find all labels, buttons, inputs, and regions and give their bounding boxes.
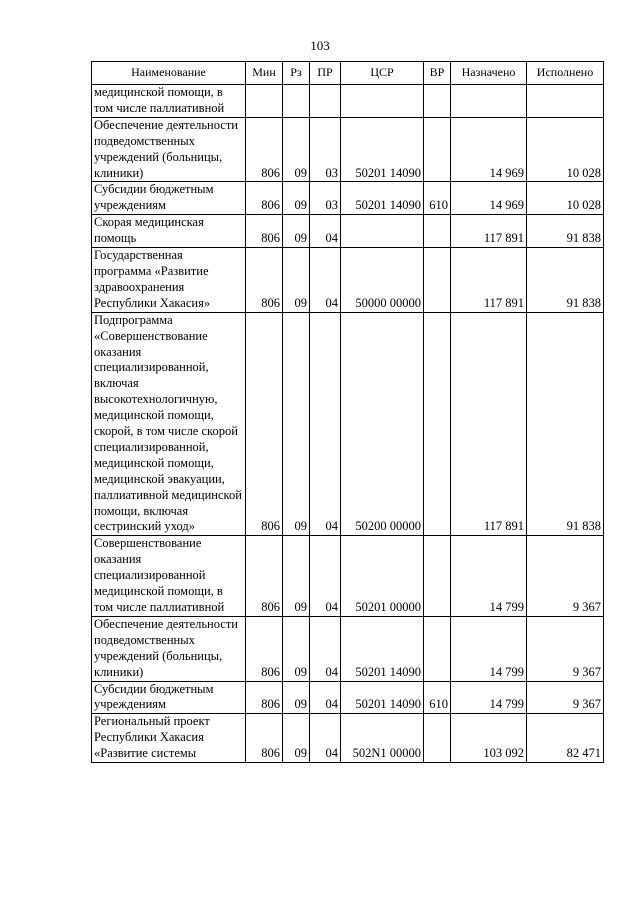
table-row <box>92 616 604 681</box>
row-name: медицинской помощи, в том числе паллиативной <box>92 85 246 118</box>
row-min: 806 <box>246 714 283 763</box>
row-min: 806 <box>246 312 283 536</box>
row-rz: 09 <box>283 536 310 617</box>
row-rz: 09 <box>283 312 310 536</box>
row-rz: 09 <box>283 681 310 714</box>
table-row <box>92 312 604 536</box>
table-header-row <box>92 62 604 85</box>
row-rz: 09 <box>283 215 310 248</box>
row-min: 806 <box>246 117 283 182</box>
row-assigned: 14 969 <box>451 182 527 215</box>
row-name: Обеспечение деятельности подведомственных учреждений (больницы, клиники) <box>92 616 246 681</box>
row-executed: 82 471 <box>527 714 604 763</box>
row-assigned: 117 891 <box>451 215 527 248</box>
row-assigned: 14 799 <box>451 536 527 617</box>
row-name: Региональный проект Республики Хакасия «Развитие системы <box>92 714 246 763</box>
row-name: Субсидии бюджетным учреждениям <box>92 681 246 714</box>
header-name: Наименование <box>92 62 246 85</box>
header-csr: ЦСР <box>341 62 424 85</box>
table-row <box>92 248 604 313</box>
row-pr: 03 <box>310 182 341 215</box>
row-executed: 10 028 <box>527 117 604 182</box>
row-min: 806 <box>246 248 283 313</box>
row-vr: 610 <box>424 182 451 215</box>
row-assigned: 14 799 <box>451 616 527 681</box>
row-rz: 09 <box>283 248 310 313</box>
row-min <box>246 85 283 118</box>
row-vr <box>424 536 451 617</box>
header-assigned: Назначено <box>451 62 527 85</box>
table-row <box>92 536 604 617</box>
row-executed: 91 838 <box>527 312 604 536</box>
row-csr: 502N1 00000 <box>341 714 424 763</box>
row-vr <box>424 616 451 681</box>
table-row <box>92 117 604 182</box>
row-min: 806 <box>246 681 283 714</box>
row-rz <box>283 85 310 118</box>
row-pr: 04 <box>310 681 341 714</box>
row-assigned: 14 799 <box>451 681 527 714</box>
table-row <box>92 182 604 215</box>
table-row <box>92 714 604 763</box>
row-executed: 10 028 <box>527 182 604 215</box>
row-assigned: 103 092 <box>451 714 527 763</box>
row-vr: 610 <box>424 681 451 714</box>
row-executed: 91 838 <box>527 215 604 248</box>
row-csr: 50201 14090 <box>341 182 424 215</box>
row-executed: 91 838 <box>527 248 604 313</box>
row-executed: 9 367 <box>527 616 604 681</box>
row-rz: 09 <box>283 117 310 182</box>
row-min: 806 <box>246 536 283 617</box>
header-vr: ВР <box>424 62 451 85</box>
row-name: Совершенствование оказания специализированной медицинской помощи, в том числе паллиативной <box>92 536 246 617</box>
row-pr: 03 <box>310 117 341 182</box>
row-csr: 50000 00000 <box>341 248 424 313</box>
row-rz: 09 <box>283 182 310 215</box>
row-executed: 9 367 <box>527 536 604 617</box>
row-min: 806 <box>246 215 283 248</box>
header-pr: ПР <box>310 62 341 85</box>
row-assigned: 14 969 <box>451 117 527 182</box>
row-executed <box>527 85 604 118</box>
table-row <box>92 681 604 714</box>
row-csr: 50200 00000 <box>341 312 424 536</box>
row-csr: 50201 14090 <box>341 681 424 714</box>
row-rz: 09 <box>283 616 310 681</box>
row-executed: 9 367 <box>527 681 604 714</box>
header-min: Мин <box>246 62 283 85</box>
row-pr: 04 <box>310 248 341 313</box>
row-csr: 50201 00000 <box>341 536 424 617</box>
row-assigned: 117 891 <box>451 312 527 536</box>
row-pr: 04 <box>310 536 341 617</box>
row-name: Обеспечение деятельности подведомственных учреждений (больницы, клиники) <box>92 117 246 182</box>
row-vr <box>424 85 451 118</box>
row-pr: 04 <box>310 215 341 248</box>
row-name: Субсидии бюджетным учреждениям <box>92 182 246 215</box>
header-rz: Рз <box>283 62 310 85</box>
row-vr <box>424 215 451 248</box>
row-name: Государственная программа «Развитие здравоохранения Республики Хакасия» <box>92 248 246 313</box>
row-csr <box>341 215 424 248</box>
row-min: 806 <box>246 616 283 681</box>
row-pr <box>310 85 341 118</box>
budget-table <box>91 61 604 763</box>
row-csr: 50201 14090 <box>341 616 424 681</box>
row-vr <box>424 714 451 763</box>
row-assigned <box>451 85 527 118</box>
row-name: Подпрограмма «Совершенствование оказания специализированной, включая высокотехнологичную, медицинской помощи, скорой, в том числе скорой специализированной, медицинской помощи, медицинской эвакуации, паллиативной медицинской помощи, включая сестринский уход» <box>92 312 246 536</box>
row-pr: 04 <box>310 312 341 536</box>
row-pr: 04 <box>310 714 341 763</box>
table-row <box>92 215 604 248</box>
row-name: Скорая медицинская помощь <box>92 215 246 248</box>
row-vr <box>424 312 451 536</box>
row-pr: 04 <box>310 616 341 681</box>
row-min: 806 <box>246 182 283 215</box>
row-vr <box>424 248 451 313</box>
row-vr <box>424 117 451 182</box>
row-csr <box>341 85 424 118</box>
header-executed: Исполнено <box>527 62 604 85</box>
row-csr: 50201 14090 <box>341 117 424 182</box>
table-row <box>92 85 604 118</box>
row-assigned: 117 891 <box>451 248 527 313</box>
page-number: 103 <box>310 38 330 53</box>
row-rz: 09 <box>283 714 310 763</box>
